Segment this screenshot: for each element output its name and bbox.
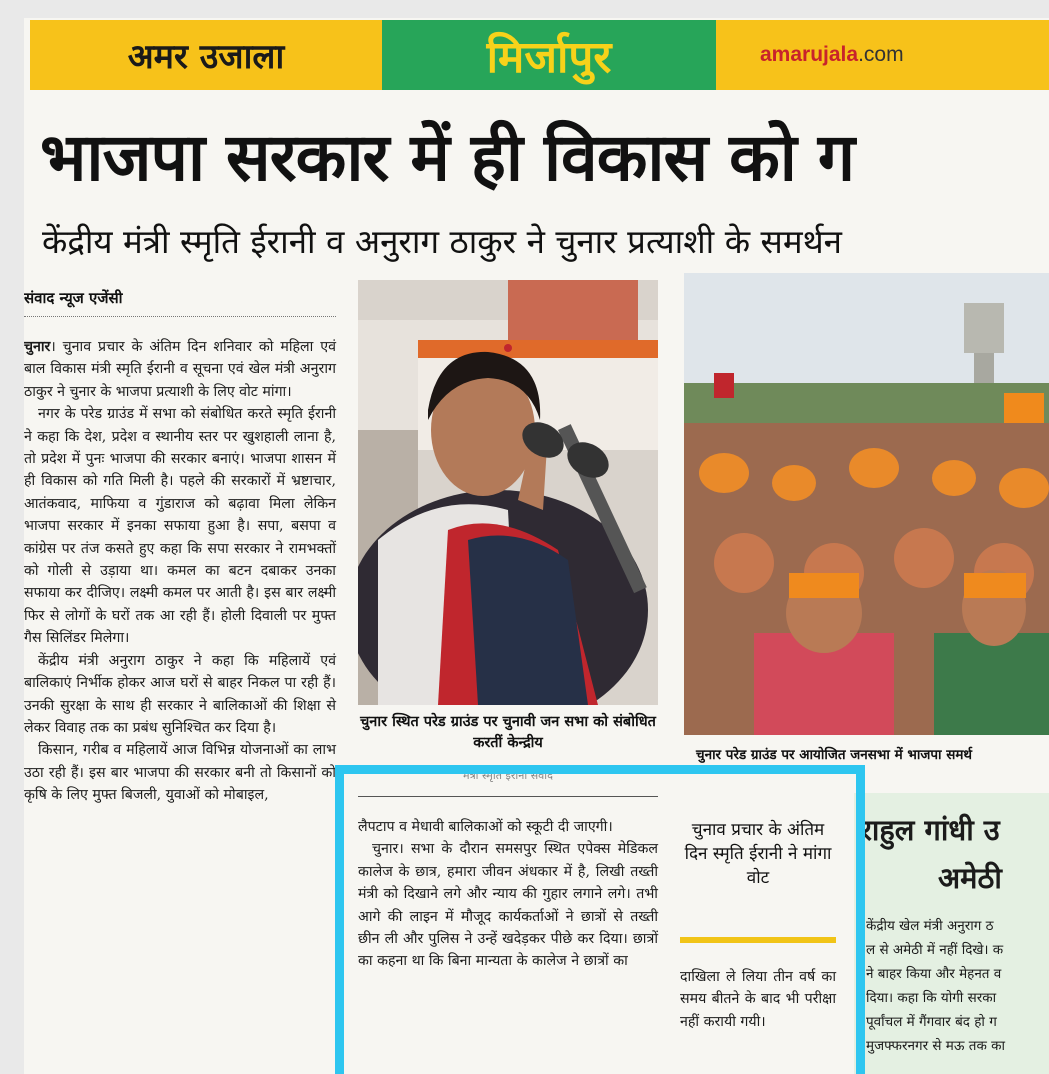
subheadline: केंद्रीय मंत्री स्मृति ईरानी व अनुराग ठाकुर ने चुनार प्रत्याशी के समर्थन	[42, 222, 842, 261]
speaker-illustration	[358, 280, 658, 705]
side-story-title-line2: अमेठी	[938, 861, 1002, 895]
paragraph: चुनार। चुनाव प्रचार के अंतिम दिन शनिवार को महिला एवं बाल विकास मंत्री स्मृति ईरानी व सूचना एवं खेल मंत्री अनुराग ठाकुर ने चुनार के भाजपा प्रत्याशी के लिए वोट मांगा।	[24, 339, 336, 400]
headline: भाजपा सरकार में ही विकास को ग	[40, 119, 855, 196]
pull-quote-title: चुनाव प्रचार के अंतिम दिन स्मृति ईरानी ने मांगा वोट	[684, 820, 832, 888]
paragraph: किसान, गरीब व महिलायें आज विभिन्न योजनाओं का लाभ उठा रही हैं। इस बार भाजपा की सरकार बनी तो किसानों को कृषि के लिए मुफ्त बिजली, युवाओं को मोबाइल,	[24, 742, 336, 804]
text-line: मुजफ्फरनगर से मऊ तक का	[866, 1038, 1005, 1054]
highlight-box	[335, 765, 865, 1074]
crowd-photo	[684, 273, 1049, 735]
text-line: दिया। कहा कि योगी सरका	[866, 990, 997, 1006]
website-label	[716, 20, 1049, 90]
side-story-text	[866, 914, 1049, 1058]
paragraph: चुनार। सभा के दौरान समसपुर स्थित एपेक्स मेडिकल कालेज के छात्र, हमारा जीवन अंधकार में है, लिखी तख्ती मंत्री को दिखाने लगे और न्याय की गुहार लगाने लगे। तभी आगे की लाइन में मौजूद कार्यकर्ताओं ने छात्रों से तख्ती छीन ली और पुलिस ने उन्हें खदेड़कर पीछे कर दिया। छात्रों का कहना था कि बिना मान्यता के कालेज ने छात्रों का	[358, 841, 658, 970]
paragraph: दाखिला ले लिया तीन वर्ष का समय बीतने के बाद भी परीक्षा नहीं करायी गयी।	[680, 969, 836, 1030]
crowd-illustration	[684, 273, 1049, 735]
city-edition-label: मिर्जापुर	[382, 20, 716, 90]
crowd-photo-caption: चुनार परेड ग्राउंड पर आयोजित जनसभा में भाजपा समर्थ	[696, 747, 973, 763]
text-line: ने बाहर किया और मेहनत व	[866, 966, 1002, 982]
text-line: ल से अमेठी में नहीं दिखे। क	[866, 942, 1004, 958]
speaker-photo-caption: चुनार स्थित परेड ग्राउंड पर चुनावी जन सभा को संबोधित करतीं केन्द्रीय	[360, 714, 656, 751]
newspaper-page	[24, 18, 1049, 1074]
speaker-photo-caption-continued: मंत्री स्मृति ईरानी संवाद	[463, 769, 553, 782]
text-line: पूर्वांचल में गैंगवार बंद हो ग	[866, 1014, 997, 1030]
speaker-photo	[358, 280, 658, 705]
article-column-1	[24, 336, 336, 807]
paragraph: लैपटाप व मेधावी बालिकाओं को स्कूटी दी जाएगी।	[358, 819, 613, 835]
masthead	[30, 20, 1049, 90]
paragraph: नगर के परेड ग्राउंड में सभा को संबोधित करते स्मृति ईरानी ने कहा कि देश, प्रदेश व स्थानीय स्तर पर खुशहाली लाना है, तो प्रदेश में पुनः भाजपा की सरकार बनाएं। भाजपा शासन में ही विकास को गति मिली है। पहले की सरकारों में भ्रष्टाचार, आतंकवाद, माफिया व गुंडाराज को बढ़ावा मिला लेकिन भाजपा सरकार में इनका सफाया हुआ है। सपा, बसपा व कांग्रेस पर तंज कसते हुए कहा कि सपा सरकार ने रामभक्तों को गोली से उड़ाया था। कमल का बटन दबाकर उनका सफाया कर दीजिए। लक्ष्मी कमल पर आती है। इस बार लक्ष्मी फिर से लोगों के घरों तक आ रही हैं। होली दिवाली पर मुफ्त गैस सिलिंडर मिलेगा।	[24, 406, 336, 647]
paragraph: केंद्रीय मंत्री अनुराग ठाकुर ने कहा कि महिलायें एवं बालिकाएं निर्भीक होकर आज घरों से बाहर निकल पा रही हैं। उनकी सुरक्षा के साथ ही सरकार ने बालिकाओं की शिक्षा से लेकर विवाह तक का प्रबंध सुनिश्चित कर दिया है।	[24, 652, 336, 736]
website-domain: .com	[858, 43, 904, 66]
side-story-title-line1: राहुल गांधी उ	[860, 813, 1000, 847]
text-line: केंद्रीय खेल मंत्री अनुराग ठ	[866, 918, 994, 934]
website-main: amarujala	[760, 43, 859, 66]
brand-logo: अमर उजाला	[30, 20, 382, 90]
dateline: चुनार	[24, 339, 51, 355]
byline: संवाद न्यूज एजेंसी	[24, 288, 336, 317]
